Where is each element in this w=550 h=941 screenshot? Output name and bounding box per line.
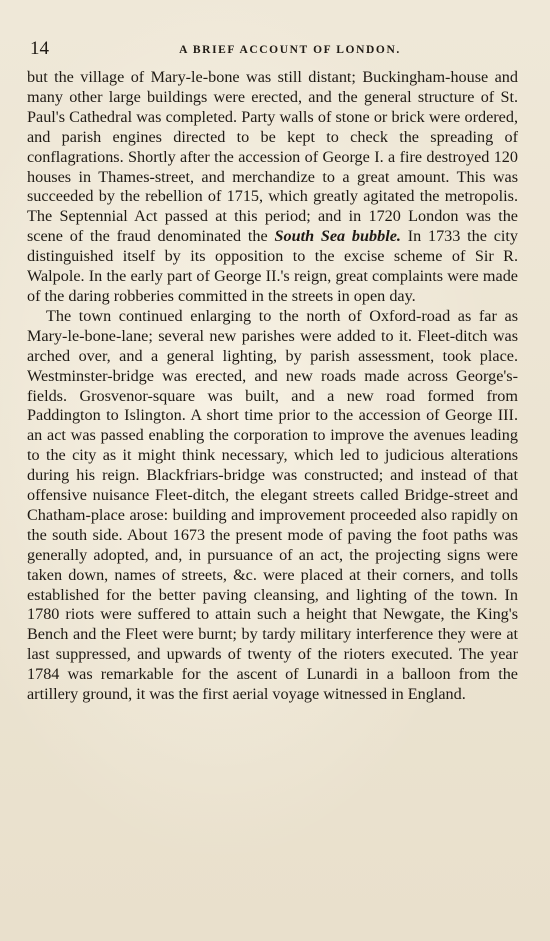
page-header [30,38,520,60]
paragraph-1-text-a: but the village of Mary-le-bone was still distant; Buckingham-house and many other large buildings were erected, and the general structure of St. Paul's Cathedral was completed. Party walls of stone or brick were ordered, and parish engines directed to be kept to check the spreading of conflagrations. Shortly after the accession of George I. a fire destroyed 120 houses in Thames-street, and merchandize to a great amount. This was succeeded by the rebellion of 1715, which greatly agitated the metropolis. The Septennial Act passed at this period; and in 1720 London was the scene of the fraud denominated the [27,68,518,246]
paragraph-1 [27,68,518,307]
body-text [27,68,518,705]
paragraph-1-text-b: In 1733 the city distinguished itself by its opposition to the excise scheme of Sir R. Walpole. In the early part of George II.'s reign, great complaints were made of the daring robberies committed in the streets in open day. [27,227,518,305]
running-title: A BRIEF ACCOUNT OF LONDON. [179,44,401,56]
paragraph-1-italic-term: South Sea bubble. [274,227,401,246]
paragraph-2: The town continued enlarging to the north of Oxford-road as far as Mary-le-bone-lane; several new parishes were added to it. Fleet-ditch was arched over, and a general lighting, by parish assessment, took place. Westminster-bridge was erected, and new roads made across George's-fields. Grosvenor-square was built, and a new road formed from Paddington to Islington. A short time prior to the accession of George III. an act was passed enabling the corporation to improve the avenues leading to the city as it might think necessary, which led to judicious alterations during his reign. Blackfriars-bridge was constructed; and instead of that offensive nuisance Fleet-ditch, the elegant streets called Bridge-street and Chatham-place arose: building and improvement proceeded also rapidly on the south side. About 1673 the present mode of paving the foot paths was generally adopted, and, in pursuance of an act, the projecting signs were taken down, names of streets, &c. were placed at their corners, and tolls established for the better paving cleansing, and lighting of the town. In 1780 riots were suffered to attain such a height that Newgate, the King's Bench and the Fleet were burnt; by tardy military interference they were at last suppressed, and upwards of twenty of the rioters executed. The year 1784 was remarkable for the ascent of Lunardi in a balloon from the artillery ground, it was the first aerial voyage witnessed in England. [27,306,518,704]
page-number: 14 [30,38,49,59]
